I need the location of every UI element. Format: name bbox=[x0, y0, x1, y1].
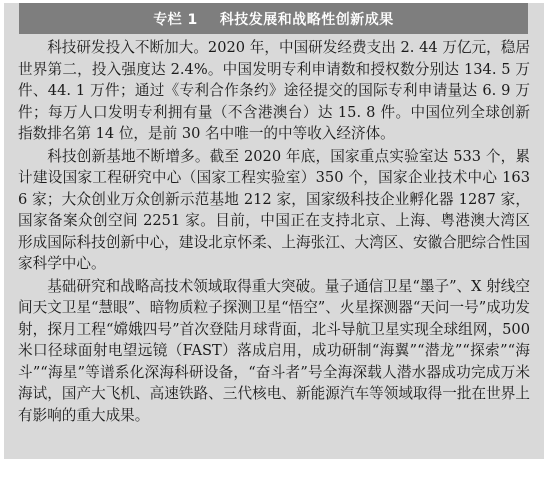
paragraph-breakthroughs: 基础研究和战略高技术领域取得重大突破。量子通信卫星“墨子”、X 射线空间天文卫星“慧眼”、暗物质粒子探测卫星“悟空”、火星探测器“天问一号”成功发射，探月工程“嫦娥四号”首次登陆月球背面，北斗导航卫星实现全球组网，500 米口径球面射电望远镜（FAST）落成启用，成功研制“海翼”“潜龙”“探索”“海斗”“海星”等谱系化深海科研设备，“奋斗者”号全海深载人潜水器成功完成万米海试，国产大飞机、高速铁路、三代核电、新能源汽车等领域取得一批在世界上有影响的重大成果。 bbox=[18, 277, 530, 424]
box-title: 科技发展和战略性创新成果 bbox=[219, 11, 394, 28]
sidebar-box bbox=[4, 3, 544, 459]
box-label: 专栏 1 bbox=[153, 11, 198, 28]
paragraph-rd-investment: 科技研发投入不断加大。2020 年，中国研发经费支出 2. 44 万亿元，稳居世界第二，投入强度达 2.4%。中国发明专利申请数和授权数分别达 134. 5 万件、44. 1 万件；通过《专利合作条约》途径提交的国际专利申请量达 6. 9 万件；每万人口发明专利拥有量（不含港澳台）达 15. 8 件。中国位列全球创新指数排名第 14 位，是前 30 名中唯一的中等收入经济体。 bbox=[18, 39, 530, 142]
box-header bbox=[19, 3, 528, 34]
box-body bbox=[18, 37, 530, 426]
paragraph-innovation-bases: 科技创新基地不断增多。截至 2020 年底，国家重点实验室达 533 个，累计建设国家工程研究中心（国家工程实验室）350 个，国家企业技术中心 1636 家；大众创业万众创新示范基地 212 家，国家级科技企业孵化器 1287 家，国家备案众创空间 2251 家。目前，中国正在支持北京、上海、粤港澳大湾区形成国际科技创新中心，建设北京怀柔、上海张江、大湾区、安徽合肥综合性国家科学中心。 bbox=[18, 147, 530, 272]
